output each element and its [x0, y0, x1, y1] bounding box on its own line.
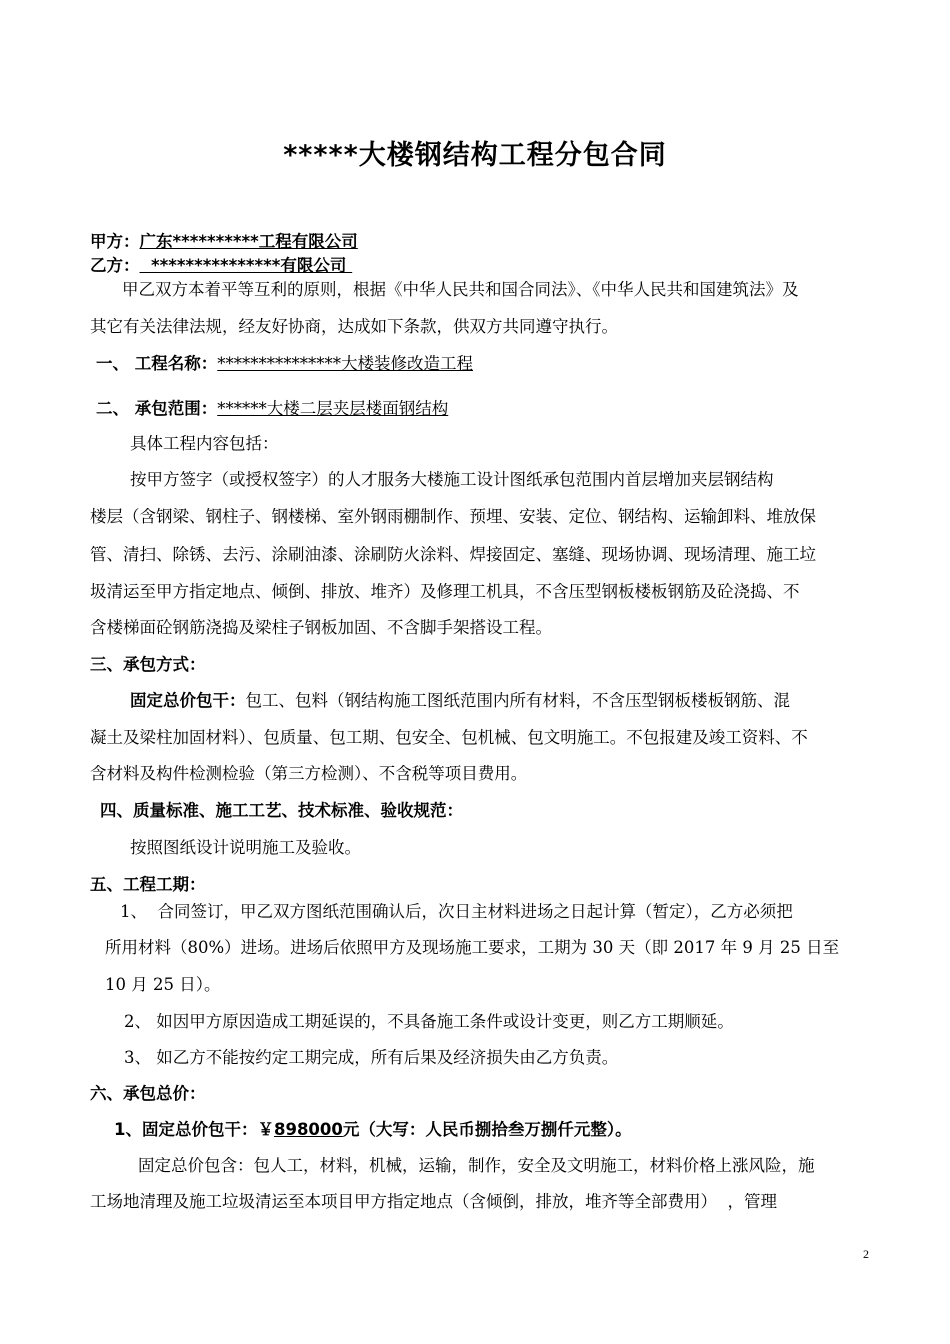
scope-line-5: 含楼梯面砼钢筋浇捣及梁柱子钢板加固、不含脚手架搭设工程。 — [90, 618, 552, 637]
method-line-3: 含材料及构件检测检验（第三方检测）、不含税等项目费用。 — [90, 764, 528, 783]
schedule-item-1-line-2: 所用材料（80%）进场。进场后依照甲方及现场施工要求，工期为 30 天（即 2017 年 9 月 25 日至 — [105, 938, 840, 957]
scope-line-4: 圾清运至甲方指定地点、倾倒、排放、堆齐）及修理工机具，不含压型钢板楼板钢筋及砼浇捣、不 — [90, 582, 800, 601]
price-includes-line-1: 固定总价包含：包人工，材料，机械，运输，制作，安全及文明施工，材料价格上涨风险，施 — [138, 1156, 815, 1175]
schedule-item-1-line-3: 10 月 25 日）。 — [105, 975, 221, 994]
project-name: ***************大楼装修改造工程 — [217, 354, 473, 373]
method-bold-lead: 固定总价包干： — [130, 691, 246, 710]
section-3-heading: 三、承包方式： — [90, 655, 206, 674]
scope-line-2: 楼层（含钢梁、钢柱子、钢楼梯、室外钢雨棚制作、预埋、安装、定位、钢结构、运输卸料、堆放保 — [90, 507, 816, 526]
scope-line-3: 管、清扫、除锈、去污、涂刷油漆、涂刷防火涂料、焊接固定、塞缝、现场协调、现场清理、施工垃 — [90, 545, 816, 564]
price-prefix: 1、固定总价包干：￥ — [114, 1120, 274, 1139]
method-line-1-rest: 包工、包料（钢结构施工图纸范围内所有材料，不含压型钢板楼板钢筋、混 — [245, 691, 790, 710]
schedule-item-3: 3、 如乙方不能按约定工期完成，所有后果及经济损失由乙方负责。 — [124, 1048, 619, 1067]
intro-line-2: 其它有关法律法规，经友好协商，达成如下条款，供双方共同遵守执行。 — [90, 317, 618, 336]
section-2 — [96, 395, 448, 419]
schedule-item-1-line-1: 1、 合同签订，甲乙双方图纸范围确认后，次日主材料进场之日起计算（暂定），乙方必须把 — [120, 902, 793, 921]
party-b-label: 乙方： — [90, 256, 140, 275]
scope-value: ******大楼二层夹层楼面钢结构 — [217, 399, 449, 418]
party-b-line — [90, 252, 352, 276]
party-a-line — [90, 228, 358, 252]
party-a-label: 甲方： — [90, 232, 140, 251]
scope-sub: 具体工程内容包括： — [130, 434, 279, 453]
party-b-name: ***************有限公司 — [139, 256, 353, 275]
method-line-2: 凝土及梁柱加固材料）、包质量、包工期、包安全、包机械、包文明施工。不包报建及竣工资料、不 — [90, 728, 808, 747]
section-4-text: 按照图纸设计说明施工及验收。 — [130, 838, 361, 857]
schedule-item-2: 2、 如因甲方原因造成工期延误的，不具备施工条件或设计变更，则乙方工期顺延。 — [124, 1012, 734, 1031]
document-title: *****大楼钢结构工程分包合同 — [283, 140, 667, 171]
price-suffix: 元（大写：人民币捌拾叁万捌仟元整）。 — [342, 1120, 632, 1139]
price-includes-line-2: 工场地清理及施工垃圾清运至本项目甲方指定地点（含倾倒，排放，堆齐等全部费用） ，管理 — [90, 1192, 777, 1211]
section-1-heading: 一、 工程名称： — [96, 354, 218, 373]
method-line-1 — [130, 687, 790, 711]
scope-line-1: 按甲方签字（或授权签字）的人才服务大楼施工设计图纸承包范围内首层增加夹层钢结构 — [130, 470, 774, 489]
page-number: 2 — [863, 1247, 869, 1261]
section-5-heading: 五、工程工期： — [90, 875, 206, 894]
intro-line-1: 甲乙双方本着平等互利的原则，根据《中华人民共和国合同法》、《中华人民共和国建筑法》及 — [122, 280, 799, 299]
fixed-price-line — [114, 1116, 632, 1140]
section-4-heading: 四、质量标准、施工工艺、技术标准、验收规范： — [100, 801, 463, 820]
section-2-heading: 二、 承包范围： — [96, 399, 218, 418]
section-6-heading: 六、承包总价： — [90, 1084, 206, 1103]
price-amount: 898000 — [273, 1120, 343, 1139]
section-1 — [96, 350, 473, 374]
party-a-name: 广东**********工程有限公司 — [139, 232, 358, 251]
